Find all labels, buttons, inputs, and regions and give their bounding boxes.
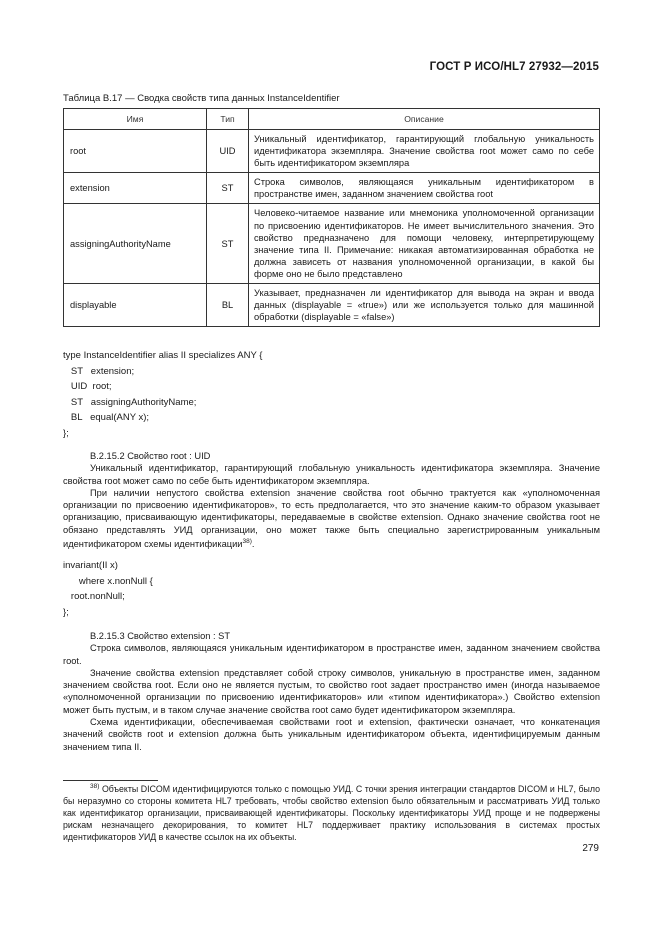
code-line: ST assigningAuthorityName; (63, 396, 197, 408)
paragraph: Схема идентификации, обеспечиваемая свойствами root и extension, фактически означает, что конкатенация значений свойств root и extension должна быть уникальным идентификатором объекта, идентифицируемым данным значением типа II. (63, 717, 600, 752)
footnote-mark: 38) (90, 783, 100, 790)
code-line: }; (63, 427, 69, 439)
paragraph-text: При наличии непустого свойства extension значение свойства root обычно трактуется как «уполномоченная организации по присвоению идентификаторов», то есть предполагается, что это значение каким-то образом указывает организацию, присваивающую идентификаторы, передаваемые в свойстве extension. Однако значение свойства root не обязано представлять УИД организации, оно может также быть специально зарегистрированным уникальным идентификатором схемы идентификации (63, 487, 600, 550)
code-line: root.nonNull; (63, 591, 125, 603)
paragraph-end: . (251, 539, 255, 550)
row-type: ST (207, 204, 249, 284)
document-header: ГОСТ Р ИСО/HL7 27932—2015 (429, 61, 599, 73)
table-header-row (64, 109, 600, 130)
code-line: where x.nonNull { (63, 575, 153, 587)
row-name: displayable (64, 284, 207, 327)
code-line: }; (63, 606, 69, 618)
code-line: UID root; (63, 381, 112, 393)
footnote-text: Объекты DICOM идентифицируются только с помощью УИД. С точки зрения интеграции стандартов DICOM и HL7, было бы неразумно со стороны комитета HL7 требовать, чтобы свойство extension было обязательным и рассматривать УИД только как идентификатор организации, присваивающей идентификаторы. Поскольку идентификаторы УИД проще и не подвержены рискам незначащего декорирования, то комитет HL7 поддерживает практику использования в системах простых идентификаторов УИД в качестве ссылок на их объекты. (63, 783, 600, 843)
row-description: Указывает, предназначен ли идентификатор для вывода на экран и ввода данных (displayable = «true») или же используется только для машинной обработки (displayable = «false») (249, 284, 600, 327)
column-header-type: Тип (207, 109, 249, 130)
row-type: UID (207, 130, 249, 173)
properties-table (63, 108, 600, 327)
invariant-code (63, 558, 153, 620)
table-row (64, 173, 600, 204)
row-description: Уникальный идентификатор, гарантирующий глобальную уникальность идентификатора экземпляра. Значение свойства root может само по себе быть идентификатором экземпляра (249, 130, 600, 173)
row-type: BL (207, 284, 249, 327)
row-description: Строка символов, являющаяся уникальным идентификатором в пространстве имен, заданном значением свойства root (249, 173, 600, 204)
table-row (64, 130, 600, 173)
row-type: ST (207, 173, 249, 204)
paragraph: Уникальный идентификатор, гарантирующий глобальную уникальность идентификатора экземпляра. Значение свойства root может само по себе быть идентификатором экземпляра. (63, 463, 600, 486)
section-heading: B.2.15.3 Свойство extension : ST (90, 631, 231, 641)
row-name: root (64, 130, 207, 173)
paragraph: Значение свойства extension представляет собой строку символов, уникальную в пространстве имен, заданном значением свойства root. Если оно не является пустым, то свойство root задает пространство имен (иногда называемое «уполномоченной организации по присвоению идентификаторов» или «типом идентификатора».) Свойство extension может быть пустым, и в таком случае значение свойства root само будет идентификатором экземпляра. (63, 667, 600, 715)
table-row (64, 204, 600, 284)
column-header-name: Имя (64, 109, 207, 130)
table-caption: Таблица В.17 — Сводка свойств типа данных InstanceIdentifier (63, 93, 340, 104)
footnote-reference[interactable]: 38) (242, 538, 252, 546)
row-description: Человеко-читаемое название или мнемоника уполномоченной организации по присвоению идентификаторов. Не имеет вычислительного значения. Это свойство предназначено для помощи человеку, интерпретирующему значение типа II. Примечание: никакая автоматизированная обработка не должна зависеть от названия уполномоченной организации, в какой бы форме оно не было представлено (249, 204, 600, 284)
code-line: type InstanceIdentifier alias II specializes ANY { (63, 350, 263, 361)
paragraph: Строка символов, являющаяся уникальным идентификатором в пространстве имен, заданном значением свойства root. (63, 643, 600, 666)
table-row (64, 284, 600, 327)
type-definition-code (63, 348, 262, 442)
column-header-description: Описание (249, 109, 600, 130)
section-root (63, 450, 600, 550)
page-number: 279 (582, 843, 599, 854)
footnote (63, 781, 600, 843)
code-line: invariant(II x) (63, 560, 118, 571)
section-heading: B.2.15.2 Свойство root : UID (90, 451, 211, 461)
section-extension (63, 630, 600, 753)
code-line: BL equal(ANY x); (63, 412, 150, 424)
paragraph (63, 487, 600, 551)
row-name: extension (64, 173, 207, 204)
row-name: assigningAuthorityName (64, 204, 207, 284)
code-line: ST extension; (63, 365, 135, 377)
